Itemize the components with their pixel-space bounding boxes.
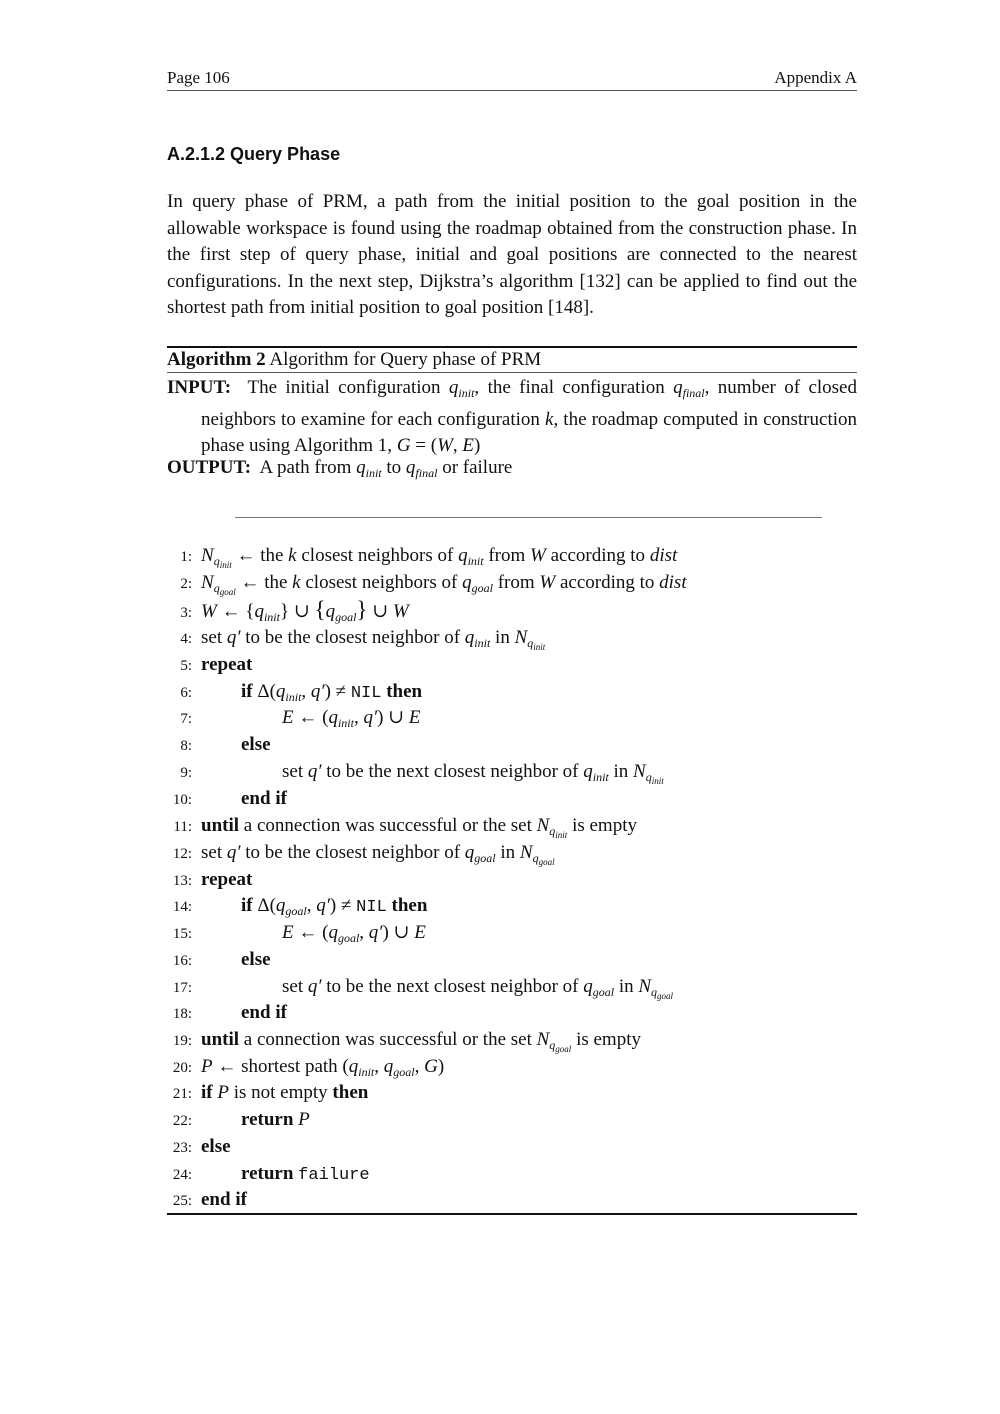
- line-number: 3:: [180, 605, 192, 621]
- algorithm-line: 2: $N_{q_{goal}}$ ← the k closest neighbors of $q_{goal}$ from W according to dist: [167, 570, 687, 596]
- line-number: 8:: [180, 738, 192, 754]
- line-number: 6:: [180, 685, 192, 701]
- line-number: 13:: [172, 873, 192, 889]
- line-number: 2:: [180, 576, 192, 592]
- algorithm-line: 12: set q′ to be the closest neighbor of $q_{goal}$ in $N_{q_{goal}}$: [167, 840, 555, 866]
- algorithm-line: 16: else: [167, 947, 271, 973]
- line-number: 11:: [173, 819, 192, 835]
- algorithm-line: 3: W ← $\{q_{init}\}$ ∪ $\{q_{goal}\}$ ∪ W: [167, 597, 409, 623]
- algorithm-line: 14: if $\Delta(q_{goal}$, q′) ≠ NIL then: [167, 893, 427, 919]
- page-number: Page 106: [167, 68, 230, 87]
- algorithm-caption: [167, 347, 541, 372]
- algorithm-line: 4: set q′ to be the closest neighbor of $q_{init}$ in $N_{q_{init}}$: [167, 625, 545, 651]
- line-number: 18:: [172, 1006, 192, 1022]
- algorithm-line: 18: end if: [167, 1000, 287, 1026]
- algorithm-line: 23: else: [167, 1134, 231, 1160]
- line-number: 4:: [180, 631, 192, 647]
- algorithm-line: 10: end if: [167, 786, 287, 812]
- algorithm-line: 15: E ← ($q_{goal}$, q′) ∪ E: [167, 920, 426, 946]
- algorithm-line: 7: E ← ($q_{init}$, q′) ∪ E: [167, 705, 420, 731]
- algorithm-line: 5: repeat: [167, 652, 252, 678]
- line-number: 9:: [180, 765, 192, 781]
- line-number: 5:: [180, 658, 192, 674]
- algorithm-caption-rule: [167, 372, 857, 373]
- line-number: 23:: [172, 1140, 192, 1156]
- algorithm-line: 6: if $\Delta(q_{init}$, q′) ≠ NIL then: [167, 679, 422, 705]
- algorithm-line: 19: until a connection was successful or the set $N_{q_{goal}}$ is empty: [167, 1027, 641, 1053]
- line-number: 19:: [172, 1033, 192, 1049]
- algorithm-line: 21: if P is not empty then: [167, 1080, 368, 1106]
- body-paragraph: In query phase of PRM, a path from the initial position to the goal position in the allowable workspace is found using the roadmap obtained from the construction phase. In the first step of query phase, initial and goal positions are connected to the nearest configurations. In the next step, Dijkstra’s algorithm [132] can be applied to find out the shortest path from initial position to goal position [148].: [167, 191, 857, 319]
- line-number: 22:: [172, 1113, 192, 1129]
- algorithm-line: 24: return failure: [167, 1161, 370, 1187]
- line-number: 25:: [172, 1193, 192, 1209]
- algorithm-separator-rule: [235, 517, 822, 518]
- chapter-title: Appendix A: [774, 68, 857, 87]
- line-number: 21:: [172, 1086, 192, 1102]
- algorithm-label: Algorithm 2: [167, 349, 266, 370]
- algorithm-line: 20: P ← shortest path ($q_{init}$, $q_{goal}$, G): [167, 1054, 444, 1080]
- line-number: 10:: [172, 792, 192, 808]
- line-number: 12:: [172, 846, 192, 862]
- algorithm-bottom-rule: [167, 1213, 857, 1215]
- algorithm-caption-text: Algorithm for Query phase of PRM: [269, 349, 542, 370]
- line-number: 7:: [180, 711, 192, 727]
- line-number: 17:: [172, 980, 192, 996]
- algorithm-line: 1: $N_{q_{init}}$ ← the k closest neighbors of $q_{init}$ from W according to dist: [167, 543, 677, 569]
- line-number: 16:: [172, 953, 192, 969]
- algorithm-line: 22: return P: [167, 1107, 310, 1133]
- algorithm-line: 25: end if: [167, 1187, 247, 1213]
- algorithm-line: 11: until a connection was successful or the set $N_{q_{init}}$ is empty: [167, 813, 637, 839]
- algorithm-output: OUTPUT: A path from $q_{init}$ to $q_{final}$ or failure: [167, 457, 513, 480]
- line-number: 1:: [180, 549, 192, 565]
- output-label: OUTPUT:: [167, 457, 252, 478]
- algorithm-line: 17: set q′ to be the next closest neighbor of $q_{goal}$ in $N_{q_{goal}}$: [167, 974, 673, 1000]
- algorithm-line: 8: else: [167, 732, 271, 758]
- line-number: 24:: [172, 1167, 192, 1183]
- line-number: 15:: [172, 926, 192, 942]
- line-number: 20:: [172, 1060, 192, 1076]
- algorithm-line: 13: repeat: [167, 867, 252, 893]
- algorithm-input: INPUT: The initial configuration $q_{init}$, the final configuration $q_{final}$, number of closed neighbors to examine for each configuration k, the roadmap computed in construction phase using Algorithm 1, G = (W, E): [167, 377, 858, 457]
- section-title: A.2.1.2 Query Phase: [167, 144, 341, 164]
- input-label: INPUT:: [167, 377, 232, 398]
- running-header: [167, 66, 857, 91]
- algorithm-line: 9: set q′ to be the next closest neighbor of $q_{init}$ in $N_{q_{init}}$: [167, 759, 664, 785]
- line-number: 14:: [172, 899, 192, 915]
